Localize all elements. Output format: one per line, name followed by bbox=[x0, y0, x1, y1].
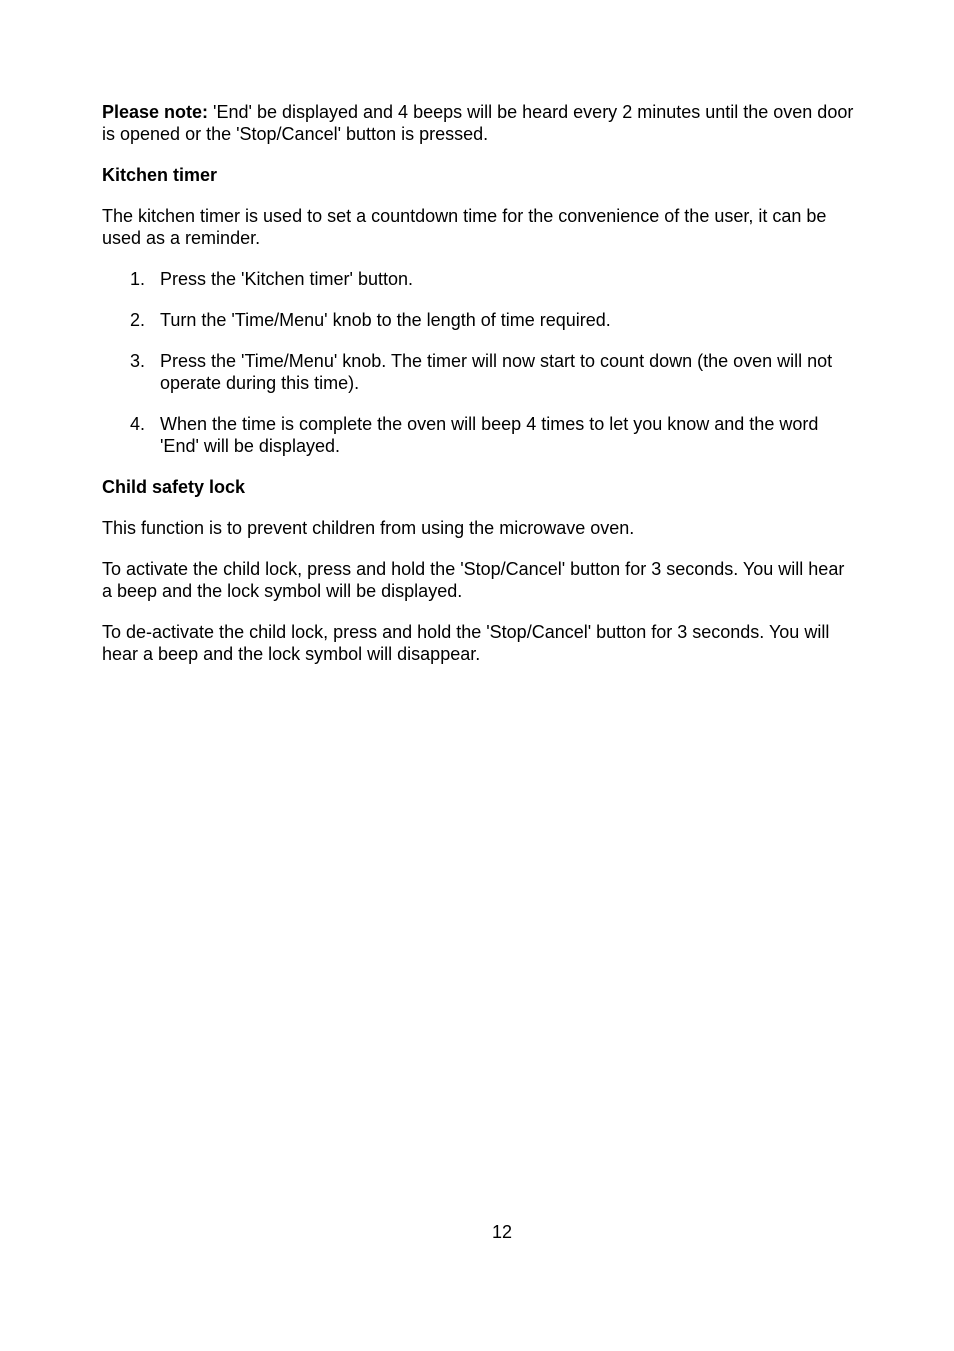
step-number: 2. bbox=[130, 310, 146, 330]
list-item bbox=[102, 309, 854, 331]
list-item bbox=[102, 268, 854, 290]
step-text: Press the 'Kitchen timer' button. bbox=[160, 269, 413, 289]
kitchen-timer-intro: The kitchen timer is used to set a countdown time for the convenience of the user, it can be used as a reminder. bbox=[102, 206, 827, 248]
list-item bbox=[102, 350, 854, 394]
kitchen-timer-heading: Kitchen timer bbox=[102, 165, 218, 185]
step-text: Press the 'Time/Menu' knob. The timer will now start to count down (the oven will not operate during this time). bbox=[160, 351, 833, 393]
page-number: 12 bbox=[491, 1222, 513, 1242]
step-number: 1. bbox=[130, 269, 146, 289]
child-lock-heading: Child safety lock bbox=[102, 477, 246, 497]
note-paragraph bbox=[102, 101, 854, 145]
note-text: 'End' be displayed and 4 beeps will be heard every 2 minutes until the oven door is opened or the 'Stop/Cancel' button is pressed. bbox=[102, 102, 854, 144]
child-lock-deactivate: To de-activate the child lock, press and hold the 'Stop/Cancel' button for 3 seconds. You will hear a beep and the lock symbol will disappear. bbox=[102, 622, 830, 664]
kitchen-timer-steps bbox=[102, 268, 854, 457]
step-text: Turn the 'Time/Menu' knob to the length of time required. bbox=[160, 310, 611, 330]
step-text: When the time is complete the oven will beep 4 times to let you know and the word 'End' will be displayed. bbox=[160, 414, 819, 456]
child-lock-activate: To activate the child lock, press and hold the 'Stop/Cancel' button for 3 seconds. You will hear a beep and the lock symbol will be displayed. bbox=[102, 559, 845, 601]
step-number: 4. bbox=[130, 414, 146, 434]
document-page bbox=[102, 101, 854, 684]
note-label: Please note: bbox=[102, 102, 209, 122]
list-item bbox=[102, 413, 854, 457]
step-number: 3. bbox=[130, 351, 146, 371]
child-lock-intro: This function is to prevent children from using the microwave oven. bbox=[102, 518, 635, 538]
